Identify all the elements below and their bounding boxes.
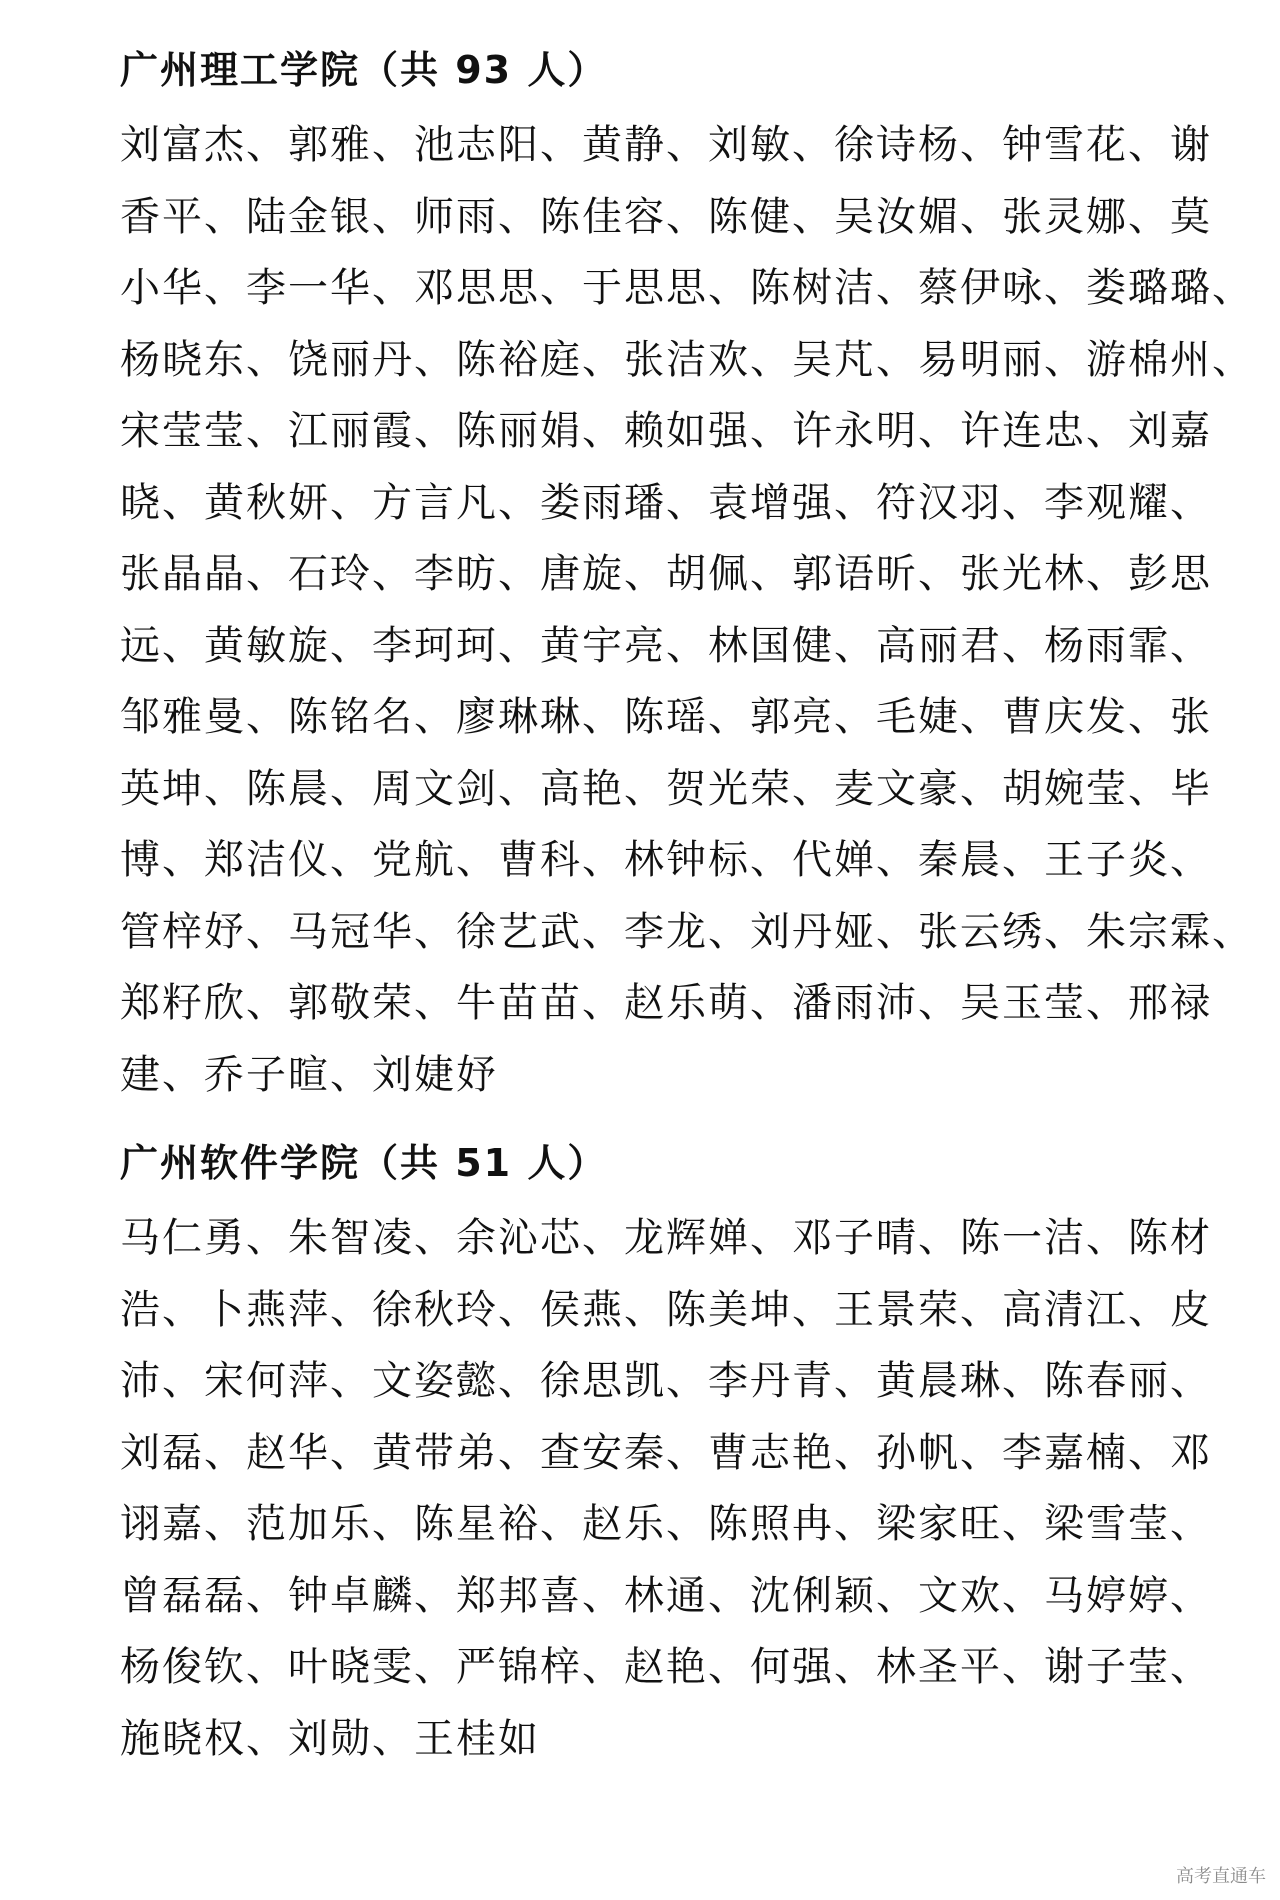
name-line: 刘富杰、郭雅、池志阳、黄静、刘敏、徐诗杨、钟雪花、谢 — [120, 122, 1212, 168]
name-line: 浩、卜燕萍、徐秋玲、侯燕、陈美坤、王景荣、高清江、皮 — [120, 1286, 1212, 1333]
name-line: 小华、李一华、邓思思、于思思、陈树洁、蔡伊咏、娄璐璐、 — [120, 265, 1254, 311]
document-page — [120, 40, 1254, 1797]
name-line: 沛、宋何萍、文姿懿、徐思凯、李丹青、黄晨琳、陈春丽、 — [120, 1358, 1212, 1404]
name-line: 杨晓东、饶丽丹、陈裕庭、张洁欢、吴芃、易明丽、游棉州、 — [120, 336, 1254, 383]
name-line: 邹雅曼、陈铭名、廖琳琳、陈瑶、郭亮、毛婕、曹庆发、张 — [120, 694, 1212, 740]
name-line: 英坤、陈晨、周文剑、高艳、贺光荣、麦文豪、胡婉莹、毕 — [120, 765, 1212, 812]
name-line: 张晶晶、石玲、李昉、唐旋、胡佩、郭语昕、张光林、彭思 — [120, 551, 1212, 597]
name-line: 曾磊磊、钟卓麟、郑邦喜、林通、沈俐颖、文欢、马婷婷、 — [120, 1572, 1212, 1619]
name-line: 香平、陆金银、师雨、陈佳容、陈健、吴汝媚、张灵娜、莫 — [120, 193, 1212, 240]
name-line: 远、黄敏旋、李珂珂、黄宇亮、林国健、高丽君、杨雨霏、 — [120, 622, 1212, 669]
name-list-guangzhou-software — [120, 1203, 1212, 1775]
section-title-guangzhou-ligong: 广州理工学院（共 93 人） — [120, 48, 608, 92]
section-title-guangzhou-software: 广州软件学院（共 51 人） — [120, 1141, 608, 1185]
name-line: 诩嘉、范加乐、陈星裕、赵乐、陈照冉、梁家旺、梁雪莹、 — [120, 1501, 1212, 1547]
name-line: 刘磊、赵华、黄带弟、查安秦、曹志艳、孙帆、李嘉楠、邓 — [120, 1429, 1212, 1476]
name-line: 博、郑洁仪、党航、曹科、林钟标、代婵、秦晨、王子炎、 — [120, 837, 1212, 883]
watermark: 高考直通车 — [1176, 1866, 1266, 1887]
name-line: 郑籽欣、郭敬荣、牛苗苗、赵乐萌、潘雨沛、吴玉莹、邢禄 — [120, 980, 1212, 1026]
name-line: 晓、黄秋妍、方言凡、娄雨璠、袁增强、符汉羽、李观耀、 — [120, 479, 1212, 526]
name-line: 管梓妤、马冠华、徐艺武、李龙、刘丹娅、张云绣、朱宗霖、 — [120, 908, 1254, 955]
name-line: 宋莹莹、江丽霞、陈丽娟、赖如强、许永明、许连忠、刘嘉 — [120, 408, 1212, 454]
name-line: 杨俊钦、叶晓雯、严锦梓、赵艳、何强、林圣平、谢子莹、 — [120, 1644, 1212, 1690]
name-line: 施晓权、刘勋、王桂如 — [120, 1715, 540, 1762]
name-list-guangzhou-ligong — [120, 110, 1254, 1111]
name-line: 建、乔子暄、刘婕妤 — [120, 1051, 498, 1098]
name-line: 马仁勇、朱智凌、余沁芯、龙辉婵、邓子晴、陈一洁、陈材 — [120, 1215, 1212, 1261]
